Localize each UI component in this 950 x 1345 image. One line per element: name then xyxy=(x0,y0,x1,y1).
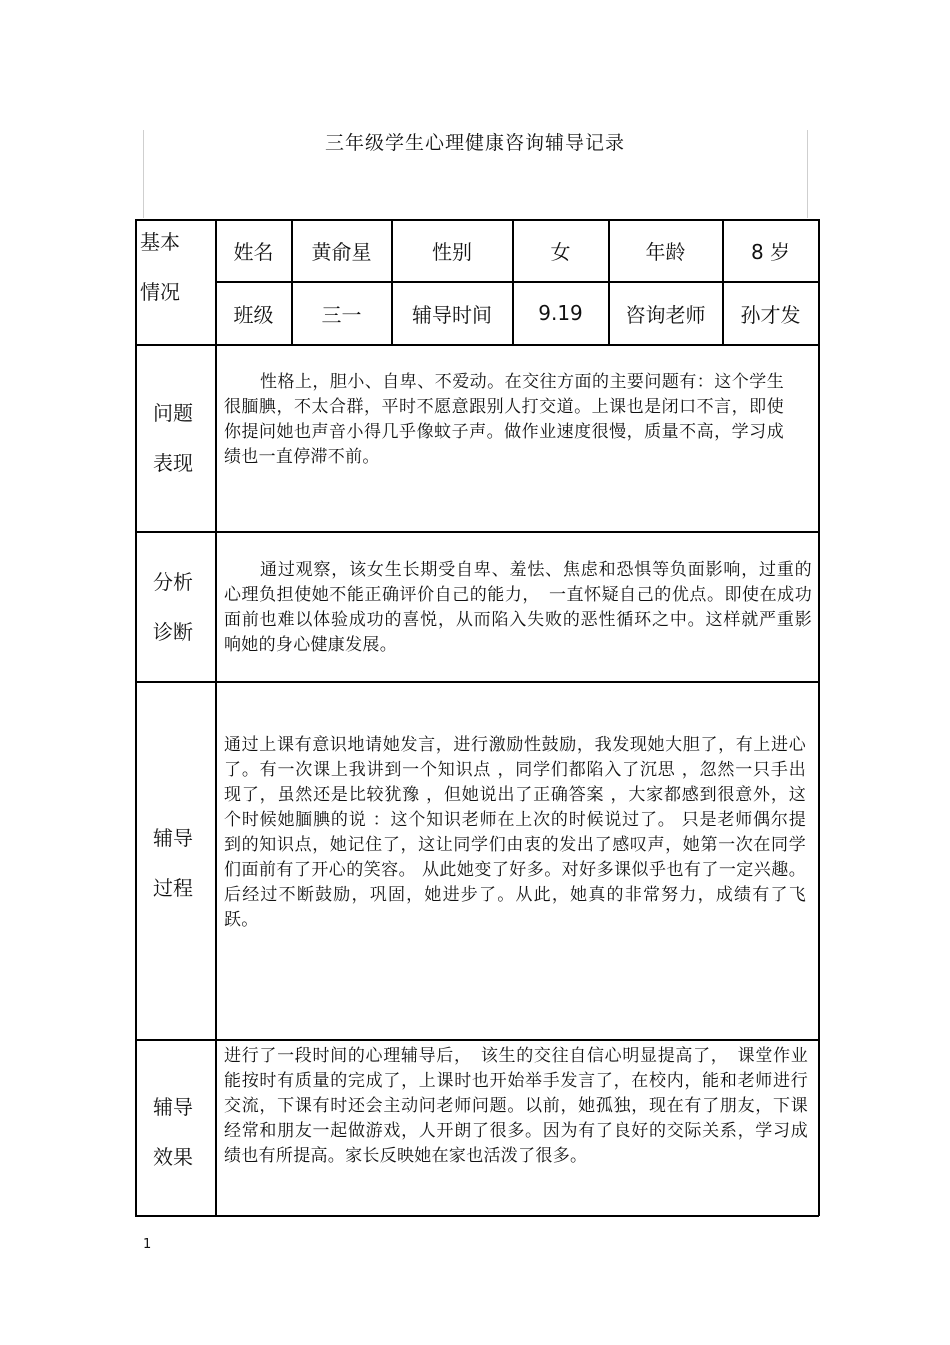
process-label-1: 辅导 xyxy=(153,826,193,850)
teacher-label: 咨询老师 xyxy=(625,302,706,327)
table-divider-label-col xyxy=(215,219,217,1216)
table-divider-process xyxy=(135,1039,819,1041)
process-text: 通过上课有意识地请她发言，进行激励性鼓励，我发现她大胆了，有上进心了。有一次课上我讲到一个知识点 ，同学们都陷入了沉思 ，忽然一只手出现了，虽然还是比较犹豫 ，但她说出了正确答案 ，大家都感到很意外，这个时候她腼腆的说 ：这个知识老师在上次的时候说过了。 只是老师偶尔提到的知识点，她记住了，这让同学们由衷的发出了感叹声，她第一次在同学们面前有了开心的笑容。 从此她变了好多。对好多课似乎也有了一定兴趣。后经过不断鼓励，巩固，她进步了。从此，她真的非常努力，成绩有了飞跃。 xyxy=(224,735,806,930)
age-label: 年龄 xyxy=(645,240,686,264)
class-label: 班级 xyxy=(233,302,274,327)
name-value: 黄俞星 xyxy=(311,240,372,264)
effect-text: 进行了一段时间的心理辅导后， 该生的交往自信心明显提高了， 课堂作业能按时有质量的完成了，上课时也开始举手发言了，在校内，能和老师进行交流，下课有时还会主动问老师问题。以前，她孤独，现在有了朋友，下课经常和朋友一起做游戏，人开朗了很多。因为有了良好的交际关系，学习成绩也有所提高。家长反映她在家也活泼了很多。 xyxy=(224,1046,808,1166)
name-label: 姓名 xyxy=(233,240,274,264)
counsel-time-value: 9.19 xyxy=(538,301,583,325)
page-number: 1 xyxy=(143,1237,152,1252)
analysis-text: 通过观察，该女生长期受自卑、羞怯、焦虑和恐惧等负面影响，过重的心理负担使她不能正确评价自己的能力， 一直怀疑自己的优点。即使在成功面前也难以体验成功的喜悦，从而陷入失败的恶性循环之中。这样就严重影响她的身心健康发展。 xyxy=(224,560,812,655)
gender-label: 性别 xyxy=(432,240,472,264)
effect-label-1: 辅导 xyxy=(153,1095,193,1119)
table-divider-basic xyxy=(135,344,819,346)
table-border-bottom xyxy=(135,1215,819,1217)
analysis-label-1: 分析 xyxy=(153,570,193,594)
table-divider-problem xyxy=(135,531,819,533)
problem-text: 性格上，胆小、自卑、不爱动。在交往方面的主要问题有：这个学生很腼腆，不太合群，平时不愿意跟别人打交道。上课也是闭口不言，即使你提问她也声音小得几乎像蚊子声。做作业速度很慢，质量不高，学习成绩也一直停滞不前。 xyxy=(224,372,784,467)
process-label-2: 过程 xyxy=(153,876,193,900)
effect-label-2: 效果 xyxy=(153,1145,193,1169)
basic-section-label-2: 情况 xyxy=(140,280,180,304)
analysis-label-2: 诊断 xyxy=(153,620,193,644)
problem-label-2: 表现 xyxy=(153,451,193,475)
age-value: 8 岁 xyxy=(750,240,791,264)
page-title: 三年级学生心理健康咨询辅导记录 xyxy=(324,132,625,154)
problem-label-1: 问题 xyxy=(153,401,193,425)
basic-section-label-1: 基本 xyxy=(140,230,180,254)
table-border-left xyxy=(135,219,137,1216)
table-divider-analysis xyxy=(135,681,819,683)
table-border-right xyxy=(818,219,820,1216)
class-value: 三一 xyxy=(321,302,362,327)
gender-value: 女 xyxy=(550,240,571,264)
counsel-time-label: 辅导时间 xyxy=(412,302,492,327)
teacher-value: 孙才发 xyxy=(740,302,801,327)
